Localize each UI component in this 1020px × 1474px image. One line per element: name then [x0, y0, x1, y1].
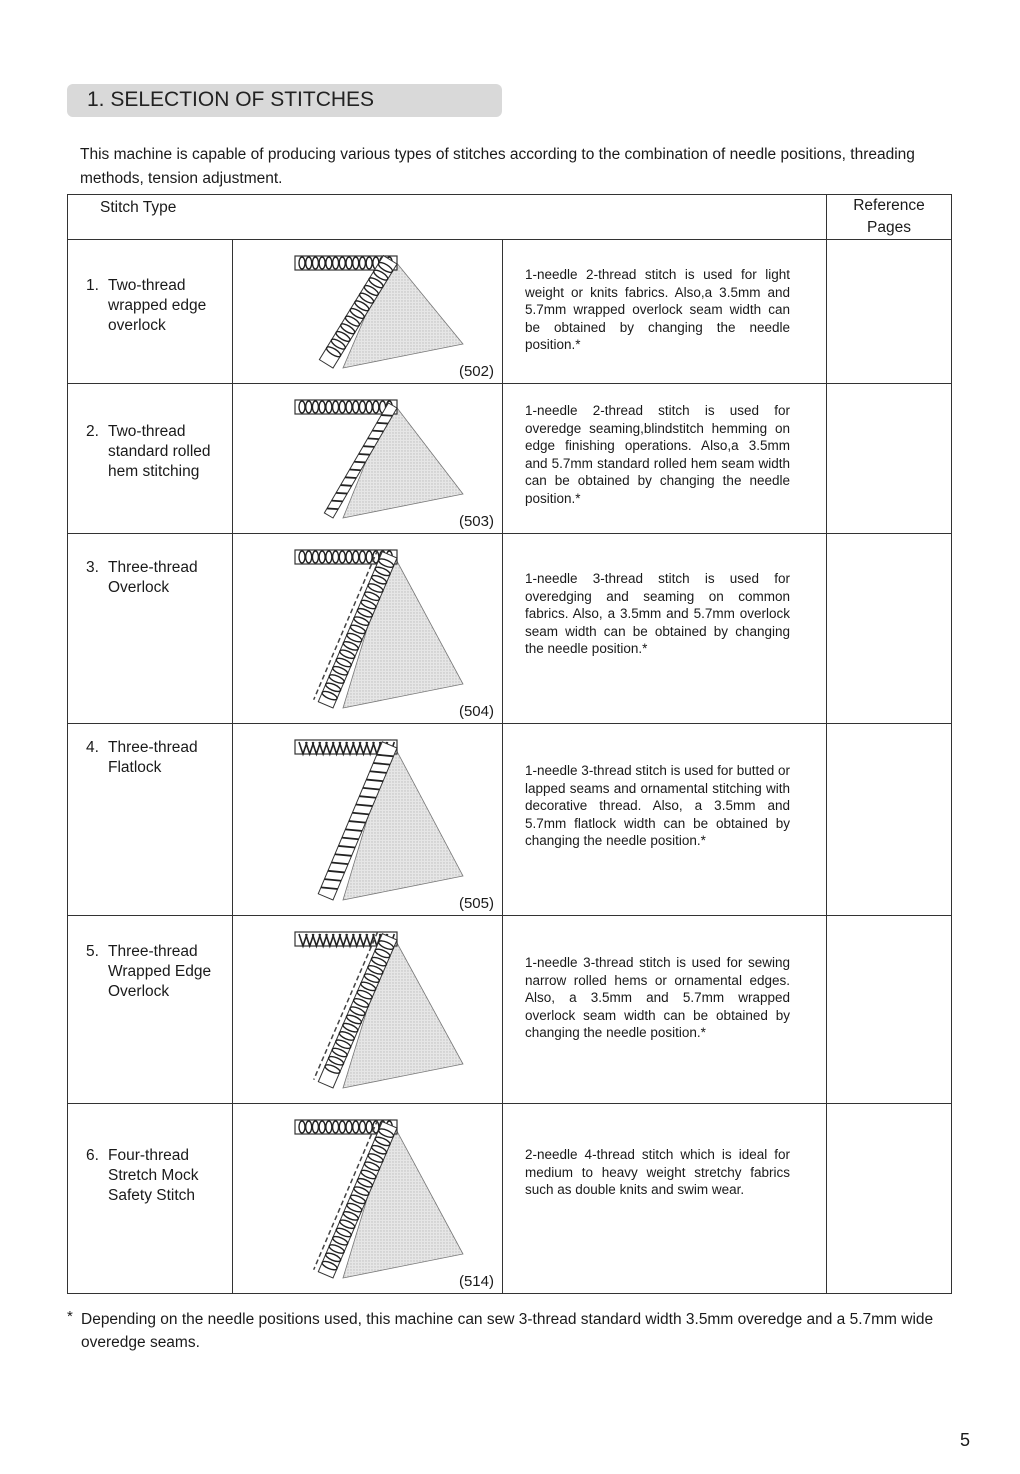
stitch-diagram-cell [233, 534, 503, 724]
stitch-name-line3: Overlock [108, 983, 170, 1000]
stitch-diagram-image [233, 384, 503, 534]
stitch-name-line1: Three-thread [108, 559, 198, 576]
stitch-diagram-image [233, 1104, 503, 1294]
stitch-number: 3. [86, 559, 99, 576]
stitch-code: (514) [458, 1273, 494, 1290]
stitch-number: 5. [86, 943, 99, 960]
table-row [68, 1104, 952, 1294]
stitch-name-line2: Wrapped Edge [108, 963, 212, 980]
footnote-text: Depending on the needle positions used, this machine can sew 3-thread standard width 3.5mm overedge and a 5.7mm wide overedge seams. [81, 1311, 934, 1351]
reference-pages-cell [827, 724, 952, 916]
stitch-name-line2: wrapped edge [108, 297, 207, 314]
stitch-name-cell [68, 916, 233, 1104]
stitch-diagram-cell [233, 724, 503, 916]
stitch-name-line2: standard rolled [108, 443, 211, 460]
intro-paragraph: This machine is capable of producing various types of stitches according to the combination of needle positions, threading methods, tension adjustment. [80, 146, 915, 187]
table-row [68, 240, 952, 384]
stitch-code: (502) [458, 363, 494, 380]
stitch-code: (505) [458, 895, 494, 912]
stitch-description-cell [503, 916, 827, 1104]
footnote-asterisk: * [67, 1308, 73, 1325]
stitch-name-cell [68, 724, 233, 916]
stitch-table [67, 194, 952, 1294]
stitch-name-line2: Overlock [108, 579, 170, 596]
stitch-name-line1: Three-thread [108, 943, 198, 960]
stitch-number: 2. [86, 423, 99, 440]
stitch-description-cell [503, 240, 827, 384]
stitch-description-cell [503, 1104, 827, 1294]
stitch-name-line1: Three-thread [108, 739, 198, 756]
stitch-name-line2: Flatlock [108, 759, 162, 776]
stitch-code: (503) [458, 513, 494, 530]
stitch-number: 1. [86, 277, 99, 294]
reference-pages-cell [827, 240, 952, 384]
stitch-description: 1-needle 2-thread stitch is used for overedge seaming,blindstitch hemming on edge finishing operations. Also,a 3.5mm and 5.7mm standard rolled hem seam width can be obtained by changing the needle position.* [525, 403, 790, 506]
stitch-name-line1: Two-thread [108, 277, 186, 294]
stitch-name-cell [68, 240, 233, 384]
header-ref-line2: Pages [867, 219, 911, 236]
header-stitch-type: Stitch Type [68, 195, 827, 240]
stitch-description: 1-needle 2-thread stitch is used for light weight or knits fabrics. Also,a 3.5mm and 5.7mm wrapped overlock seam width can be obtained by changing the needle position.* [525, 267, 790, 352]
stitch-description-cell [503, 534, 827, 724]
header-ref-line1: Reference [853, 197, 925, 214]
stitch-diagram-image [233, 724, 503, 916]
footnote [67, 1308, 957, 1354]
stitch-description-cell [503, 384, 827, 534]
stitch-name-line3: hem stitching [108, 463, 200, 480]
stitch-name-cell [68, 1104, 233, 1294]
stitch-diagram-image [233, 534, 503, 724]
stitch-number: 4. [86, 739, 99, 756]
table-header-row [68, 195, 952, 240]
reference-pages-cell [827, 1104, 952, 1294]
stitch-code: (504) [458, 703, 494, 720]
table-row [68, 724, 952, 916]
section-title: 1. SELECTION OF STITCHES [87, 88, 375, 111]
stitch-diagram-cell [233, 1104, 503, 1294]
stitch-name-line1: Four-thread [108, 1147, 189, 1164]
stitch-diagram-cell [233, 916, 503, 1104]
stitch-diagram-cell [233, 384, 503, 534]
stitch-description: 1-needle 3-thread stitch is used for butted or lapped seams and ornamental stitching with decorative thread. Also, a 3.5mm and 5.7mm flatlock width can be obtained by changing the needle position.* [525, 763, 790, 848]
stitch-number: 6. [86, 1147, 99, 1164]
header-reference-pages [827, 195, 952, 240]
page-number: 5 [960, 1430, 971, 1450]
stitch-diagram-image [233, 916, 503, 1104]
table-row [68, 916, 952, 1104]
section-title-bar [67, 84, 502, 117]
table-row [68, 384, 952, 534]
stitch-description: 1-needle 3-thread stitch is used for sewing narrow rolled hems or ornamental edges. Also, a 3.5mm and 5.7mm wrapped overlock seam width can be obtained by changing the needle position.* [525, 955, 790, 1040]
reference-pages-cell [827, 384, 952, 534]
stitch-description: 2-needle 4-thread stitch which is ideal for medium to heavy weight stretchy fabrics such as double knits and swim wear. [525, 1147, 790, 1197]
stitch-diagram-cell [233, 240, 503, 384]
stitch-name-cell [68, 384, 233, 534]
stitch-name-line1: Two-thread [108, 423, 186, 440]
reference-pages-cell [827, 916, 952, 1104]
reference-pages-cell [827, 534, 952, 724]
stitch-description: 1-needle 3-thread stitch is used for overedging and seaming on common fabrics. Also, a 3.5mm and 5.7mm overlock seam width can be obtained by changing the needle position.* [525, 571, 790, 656]
stitch-name-cell [68, 534, 233, 724]
table-row [68, 534, 952, 724]
stitch-name-line2: Stretch Mock [108, 1167, 199, 1184]
stitch-description-cell [503, 724, 827, 916]
stitch-name-line3: overlock [108, 317, 166, 334]
stitch-name-line3: Safety Stitch [108, 1187, 196, 1204]
